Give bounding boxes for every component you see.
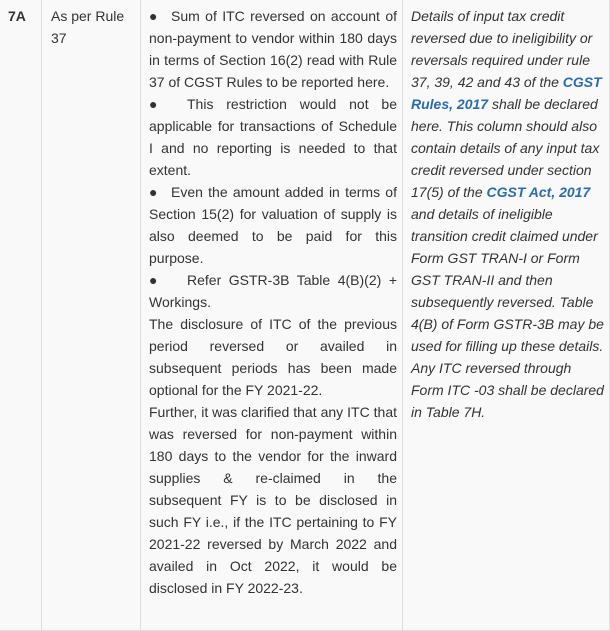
instruction-part: shall be declared here. This column should also contain details of any input tax credit reversed under section 17(5) of the xyxy=(411,96,600,200)
instruction-text xyxy=(411,5,606,423)
remarks-paragraph: Further, it was clarified that any ITC that was reversed for non-payment within 180 days to the vendor for the inward supplies & re-claimed in the subsequent FY is to be disclosed in such FY i.e., if the ITC pertaining to FY 2021-22 reversed by March 2022 and availed in Oct 2022, it would be disclosed in FY 2022-23. xyxy=(149,404,397,596)
bullet-icon: ● xyxy=(149,272,158,288)
cgst-rules-link[interactable]: CGST Rules, 2017 xyxy=(411,74,602,112)
particulars-cell xyxy=(42,0,141,631)
bullet-icon: ● xyxy=(149,184,158,200)
bullet-text: Even the amount added in terms of Section 15(2) for valuation of supply is also deemed to be paid for this purpose. xyxy=(149,184,397,266)
bullet-item xyxy=(149,181,397,269)
remarks-cell xyxy=(141,0,403,631)
bullet-text: Refer GSTR-3B Table 4(B)(2) + Workings. xyxy=(149,272,397,310)
cgst-act-link[interactable]: CGST Act, 2017 xyxy=(486,184,591,200)
instruction-cell xyxy=(403,0,610,631)
instruction-part: and details of ineligible transition credit claimed under Form GST TRAN-I or Form GST TRAN-II and then subsequently reversed. Table 4(B) of Form GSTR-3B may be used for filling up these details. Any ITC reversed through Form ITC -03 shall be declared in Table 7H. xyxy=(411,206,604,420)
bullet-text: This restriction would not be applicable for transactions of Schedule I and no reporting is needed to that extent. xyxy=(149,96,397,178)
bullet-item xyxy=(149,269,397,313)
bullet-icon: ● xyxy=(149,8,158,24)
bullet-text: Sum of ITC reversed on account of non-payment to vendor within 180 days in terms of Section 16(2) read with Rule 37 of CGST Rules to be reported here. xyxy=(149,8,397,90)
row-number-cell xyxy=(0,0,42,631)
row-number: 7A xyxy=(8,8,26,24)
bullet-icon: ● xyxy=(149,96,158,112)
bullet-item xyxy=(149,5,397,93)
particulars-text: As per Rule 37 xyxy=(51,8,125,46)
instruction-part: Details of input tax credit reversed due to ineligibility or reversals required under rule 37, 39, 42 and 43 of the xyxy=(411,8,593,90)
remarks-paragraph: The disclosure of ITC of the previous period reversed or availed in subsequent periods has been made optional for the FY 2021-22. xyxy=(149,316,397,398)
bullet-item xyxy=(149,93,397,181)
